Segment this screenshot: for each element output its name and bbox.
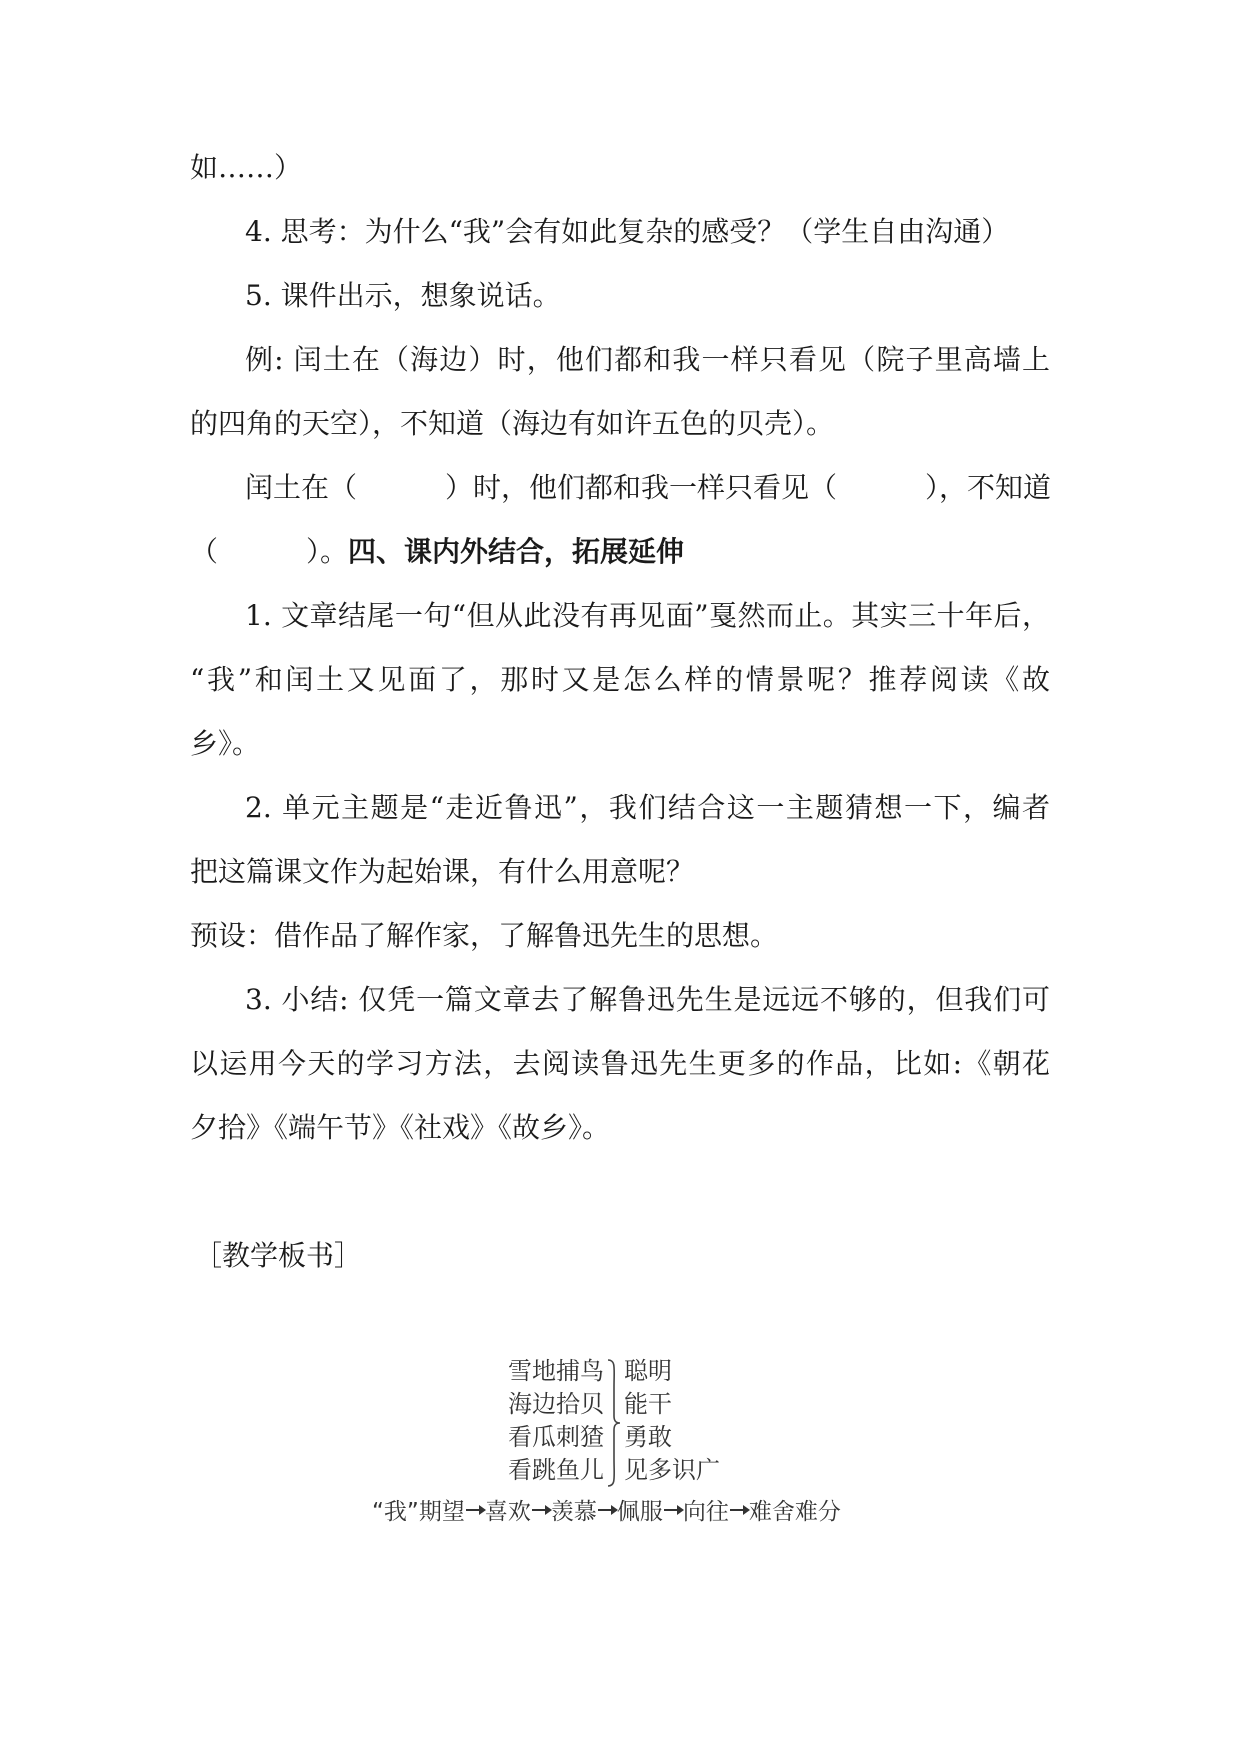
fill-blank-line-2: （ ）。四、课内外结合，拓展延伸 [190,535,685,568]
board-event: 看跳鱼儿 [508,1456,604,1484]
text-line-13: 预设：借作品了解作家，了解鲁迅先生的思想。 [190,919,779,952]
fill-part-1: 闰土在（ [245,471,358,504]
section-heading: 四、课内外结合，拓展延伸 [348,535,685,568]
board-trait: 聪明 [624,1357,672,1385]
flow-step: 向往 [682,1499,729,1525]
flow-step: 难舍难分 [748,1499,841,1525]
text-line-1: 如……） [190,151,303,184]
text-line-3: 5. 课件出示，想象说话。 [245,279,561,312]
arrow-right-icon [664,1509,682,1511]
board-trait: 勇敢 [624,1423,672,1451]
text-line-4: 例: 闰土在（海边）时，他们都和我一样只看见（院子里高墙上 [245,343,1050,376]
board-event: 雪地捕鸟 [508,1357,604,1385]
arrow-right-icon [730,1509,748,1511]
arrow-right-icon [532,1509,550,1511]
board-events [508,1356,604,1488]
text-line-11: 2. 单元主题是“走近鲁迅”，我们结合这一主题猜想一下，编者 [245,791,1050,824]
board-heading: ［教学板书］ [194,1239,363,1272]
flow-start: “我”期望 [372,1499,465,1525]
flow-step: 羡慕 [550,1499,597,1525]
brace-icon [604,1358,622,1488]
text-line-16: 夕拾》《端午节》《社戏》《故乡》。 [190,1111,611,1144]
fill-blank-line [245,470,1050,506]
text-line-12: 把这篇课文作为起始课，有什么用意呢？ [190,855,695,888]
text-line-5: 的四角的天空），不知道（海边有如许五色的贝壳）。 [190,407,835,440]
text-line-2: 4. 思考：为什么“我”会有如此复杂的感受？（学生自由沟通） [245,215,1010,248]
board-traits [624,1356,720,1488]
text-line-8: 1. 文章结尾一句“但从此没有再见面”戛然而止。其实三十年后， [245,599,1050,632]
text-line-14: 3. 小结: 仅凭一篇文章去了解鲁迅先生是远远不够的，但我们可 [245,983,1050,1016]
arrow-right-icon [466,1509,484,1511]
arrow-right-icon [598,1509,616,1511]
board-event: 看瓜刺猹 [508,1423,604,1451]
board-event: 海边拾贝 [508,1390,604,1418]
board-trait: 能干 [624,1390,672,1418]
fill-part-3: ），不知道 [925,471,1052,504]
emotion-flow [372,1493,841,1526]
fill-part-2: ）时，他们都和我一样只看见（ [445,471,838,504]
text-line-9: “我”和闰土又见面了，那时又是怎么样的情景呢？推荐阅读《故 [190,663,1050,696]
text-line-10: 乡》。 [190,727,261,760]
flow-step: 喜欢 [484,1499,531,1525]
text-line-15: 以运用今天的学习方法，去阅读鲁迅先生更多的作品，比如:《朝花 [190,1047,1050,1080]
board-trait: 见多识广 [624,1456,720,1484]
flow-step: 佩服 [616,1499,663,1525]
